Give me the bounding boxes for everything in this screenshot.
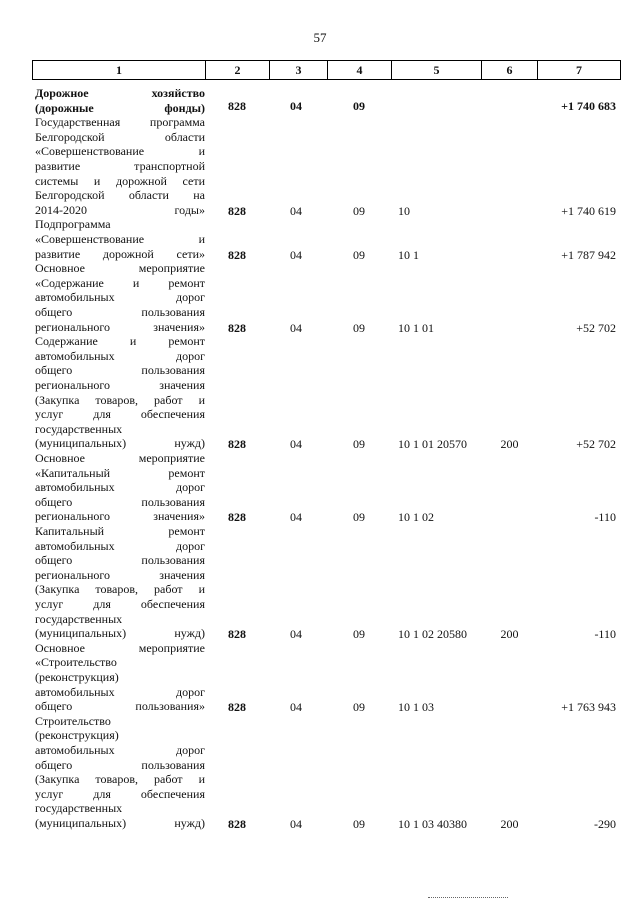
description-line: автомобильных дорог [35,480,205,495]
description-line: регионального значения» [35,319,205,334]
cell-c3: 04 [290,437,302,452]
description-line: общего пользования [35,757,205,772]
description-line: развитие транспортной [35,158,205,173]
description-line: Основное мероприятие [35,640,205,655]
header-col-4: 4 [327,60,392,80]
description-line: развитие дорожной сети» [35,246,205,261]
cell-c2: 828 [228,98,246,113]
description-line: (Закупка товаров, работ и [35,582,205,597]
row-description [35,524,205,641]
description-line: общего пользования [35,304,205,319]
cell-c4: 09 [353,247,365,262]
cell-c5: 10 1 03 40380 [398,816,467,831]
description-line: «Строительство [35,655,117,670]
row-description [35,641,205,714]
cell-c7: +1 787 942 [561,247,616,262]
cell-c4: 09 [353,437,365,452]
description-line: автомобильных дорог [35,348,205,363]
cell-c5: 10 [398,203,410,218]
header-col-7: 7 [537,60,621,80]
cell-c2: 828 [228,627,246,642]
description-line: Строительство [35,713,111,728]
description-line: автомобильных дорог [35,742,205,757]
cell-c7: +1 763 943 [561,700,616,715]
cell-c5: 10 1 02 20580 [398,627,467,642]
row-description [35,217,205,261]
description-line: (муниципальных) нужд) [35,436,205,451]
cell-c4: 09 [353,203,365,218]
description-line: автомобильных дорог [35,684,205,699]
description-line: 2014-2020 годы» [35,202,205,217]
description-line: «Содержание и ремонт [35,275,205,290]
cell-c3: 04 [290,98,302,113]
cell-c3: 04 [290,203,302,218]
row-description [35,714,205,831]
cell-c7: -110 [594,510,616,525]
description-line: (реконструкция) [35,669,119,684]
cell-c4: 09 [353,98,365,113]
description-line: (Закупка товаров, работ и [35,392,205,407]
cell-c7: +52 702 [576,437,616,452]
description-line: Основное мероприятие [35,261,205,276]
cell-c2: 828 [228,203,246,218]
description-line: (Закупка товаров, работ и [35,772,205,787]
description-line: автомобильных дорог [35,290,205,305]
description-line: «Совершенствование и [35,231,205,246]
cell-c3: 04 [290,700,302,715]
description-line: (муниципальных) нужд) [35,815,205,830]
header-col-3: 3 [269,60,328,80]
description-line: общего пользования [35,494,205,509]
table-header [32,60,621,80]
row-description [35,115,205,217]
cell-c2: 828 [228,320,246,335]
cell-c6: 200 [500,437,519,452]
description-line: государственных [35,611,123,626]
description-line: «Совершенствование и [35,144,205,159]
cell-c2: 828 [228,816,246,831]
row-description [35,451,205,524]
cell-c5: 10 1 03 [398,700,434,715]
header-col-6: 6 [481,60,538,80]
description-line: общего пользования» [35,699,205,714]
cell-c3: 04 [290,510,302,525]
cell-c4: 09 [353,320,365,335]
cell-c6: 200 [500,816,519,831]
description-line: услуг для обеспечения [35,407,205,422]
description-line: «Капитальный ремонт [35,465,205,480]
description-line: регионального значения [35,567,205,582]
cell-c7: +1 740 619 [561,203,616,218]
cell-c3: 04 [290,247,302,262]
description-line: услуг для обеспечения [35,786,205,801]
description-line: общего пользования [35,363,205,378]
cell-c2: 828 [228,700,246,715]
description-line: системы и дорожной сети [35,173,205,188]
row-description [35,86,205,115]
cell-c3: 04 [290,320,302,335]
cell-c7: +52 702 [576,320,616,335]
description-line: Подпрограмма [35,217,111,232]
description-line: автомобильных дорог [35,538,205,553]
cell-c4: 09 [353,816,365,831]
row-description [35,261,205,334]
cell-c5: 10 1 01 [398,320,434,335]
cell-c4: 09 [353,700,365,715]
cell-c5: 10 1 02 [398,510,434,525]
cell-c4: 09 [353,627,365,642]
cell-c7: +1 740 683 [561,98,616,113]
description-line: Основное мероприятие [35,451,205,465]
description-line: общего пользования [35,553,205,568]
cell-c3: 04 [290,816,302,831]
cell-c2: 828 [228,510,246,525]
cell-c4: 09 [353,510,365,525]
cell-c7: -110 [594,627,616,642]
description-line: Содержание и ремонт [35,334,205,349]
cell-c5: 10 1 01 20570 [398,437,467,452]
description-line: Белгородской области [35,129,205,144]
description-line: (реконструкция) [35,728,119,743]
description-line: (дорожные фонды) [35,100,205,115]
description-line: Капитальный ремонт [35,524,205,538]
description-line: Белгородской области на [35,188,205,203]
cell-c6: 200 [500,627,519,642]
cell-c5: 10 1 [398,247,419,262]
description-line: регионального значения» [35,509,205,524]
cell-c7: -290 [594,816,616,831]
description-line: регионального значения [35,377,205,392]
description-line: Дорожное хозяйство [35,86,205,100]
description-line: государственных [35,421,123,436]
scan-artifact [428,897,508,898]
cell-c2: 828 [228,247,246,262]
header-col-1: 1 [32,60,206,80]
description-line: (муниципальных) нужд) [35,626,205,641]
header-col-2: 2 [205,60,270,80]
cell-c2: 828 [228,437,246,452]
description-line: Государственная программа [35,115,205,130]
description-line: услуг для обеспечения [35,596,205,611]
description-line: государственных [35,801,123,816]
cell-c3: 04 [290,627,302,642]
page-number: 57 [313,30,327,45]
header-col-5: 5 [391,60,482,80]
row-description [35,334,205,451]
